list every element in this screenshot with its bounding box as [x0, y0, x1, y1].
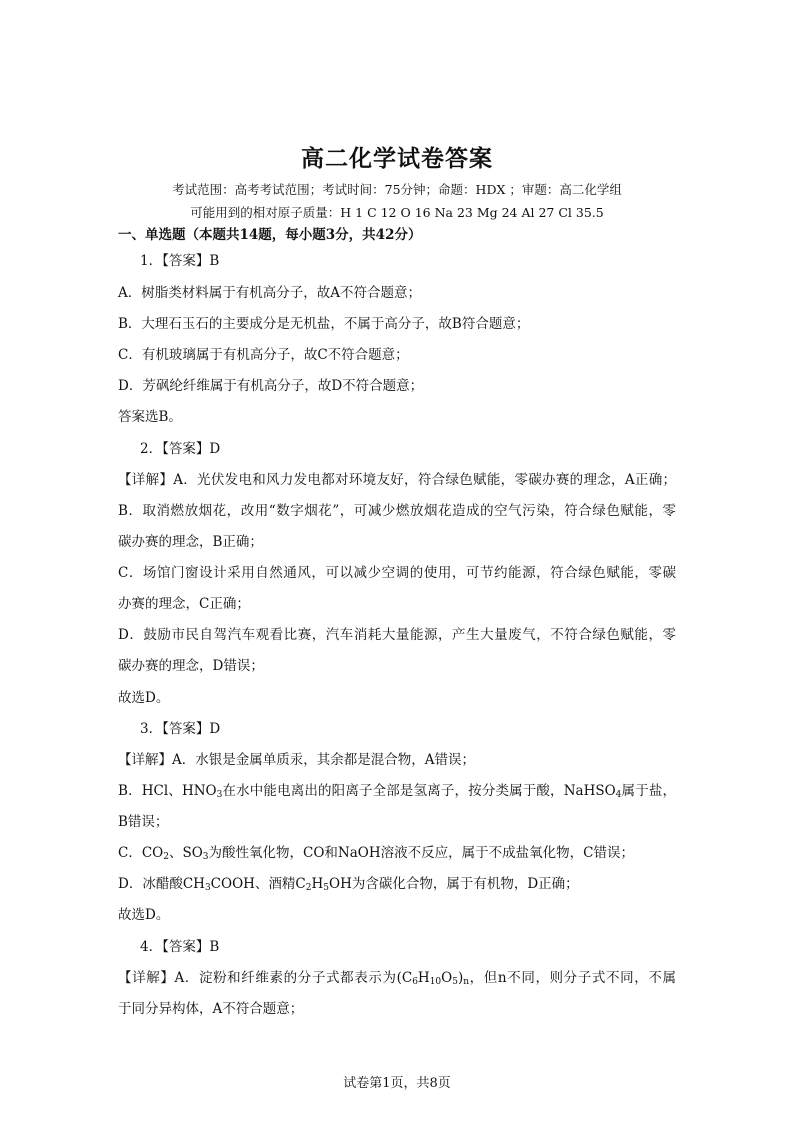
page-footer: 试卷第1页，共8页 [343, 1076, 451, 1091]
atomic-mass-line: 可能用到的相对原子质量：H 1 C 12 O 16 Na 23 Mg 24 Al 27 Cl 35.5 [190, 205, 604, 220]
q1-option-a: A．树脂类材料属于有机高分子，故A不符合题意； [118, 285, 421, 301]
q2-detail-b-line2: 碳办赛的理念，B正确； [118, 534, 263, 550]
q2-detail-d-line1: D．鼓励市民自驾汽车观看比赛，汽车消耗大量能源，产生大量废气，不符合绿色赋能，零 [118, 627, 676, 643]
q3-detail-b-line1: B．HCl、$HNO_3$在水中能电离出的阳离子全部是氢离子，按分类属于酸，NaHSO$_4$属于盐， [118, 783, 677, 800]
q2-detail-b-line1: B．取消燃放烟花，改用“数字烟花”，可减少燃放烟花造成的空气污染，符合绿色赋能，零 [118, 503, 676, 519]
q4-detail-a-line2: 于同分异构体，A不符合题意； [118, 1001, 304, 1017]
q3-detail-b-line2: B错误； [118, 814, 169, 830]
q3-detail-d: D．冰醋酸$CH_3COOH$、酒精$C_2H_5OH$为含碳化合物，属于有机物，D正确； [118, 876, 579, 893]
q4-answer-head: 4．【答案】B [140, 939, 220, 955]
q2-detail-d-line2: 碳办赛的理念，D错误； [118, 658, 264, 674]
page-title: 高二化学试卷答案 [301, 146, 493, 172]
q3-detail-a: 【详解】A．水银是金属单质汞，其余都是混合物，A错误； [118, 752, 475, 768]
section-heading: 一、单选题（本题共14题，每小题3分，共42分） [118, 227, 422, 243]
q2-detail-c-line1: C．场馆门窗设计采用自然通风，可以减少空调的使用，可节约能源，符合绿色赋能，零碳 [118, 565, 676, 581]
exam-info-line: 考试范围：高考考试范围；考试时间：75分钟；命题：HDX ；审题：高二化学组 [172, 182, 622, 197]
q4-detail-a-line1: 【详解】A．淀粉和纤维素的分子式都表示为$(C_6H_{10}O_5)_n$，但n不同，则分子式不同，不属 [118, 970, 676, 987]
q2-detail-a: 【详解】A．光伏发电和风力发电都对环境友好，符合绿色赋能，零碳办赛的理念，A正确； [118, 472, 676, 488]
q1-answer-head: 1．【答案】B [140, 253, 220, 269]
q1-option-b: B．大理石玉石的主要成分是无机盐，不属于高分子，故B符合题意； [118, 316, 530, 332]
q3-conclusion: 故选D。 [118, 907, 170, 923]
q2-detail-c-line2: 办赛的理念，C正确； [118, 596, 250, 612]
q2-answer-head: 2．【答案】D [140, 441, 221, 457]
q3-detail-c: C．$CO_2$、$SO_3$为酸性氧化物，CO和NaOH溶液不反应，属于不成盐氧化物，C错误； [118, 845, 634, 862]
q3-answer-head: 3．【答案】D [140, 721, 221, 737]
q1-conclusion: 答案选B。 [118, 409, 182, 425]
q1-option-d: D．芳砜纶纤维属于有机高分子，故D不符合题意； [118, 378, 424, 394]
q2-conclusion: 故选D。 [118, 690, 170, 706]
q1-option-c: C．有机玻璃属于有机高分子，故C不符合题意； [118, 347, 409, 363]
